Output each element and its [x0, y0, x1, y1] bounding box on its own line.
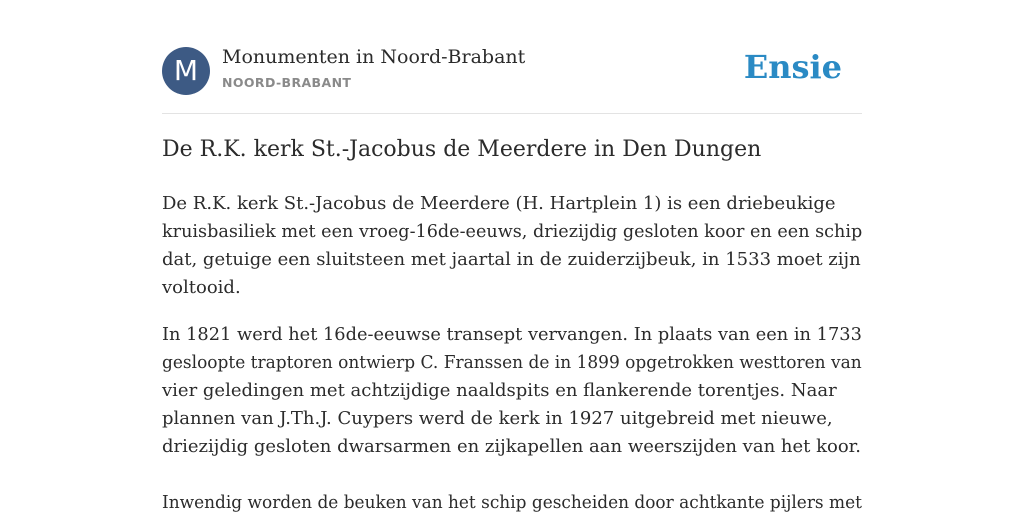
paragraph-line: kruisbasiliek met een vroeg-16de-eeuws, driezijdig gesloten koor en een schip — [162, 221, 863, 242]
source-header — [162, 0, 862, 114]
source-name-link[interactable]: Monumenten in Noord-Brabant — [222, 46, 526, 68]
article-paragraph-3 — [162, 489, 862, 512]
source-region-label: NOORD-BRABANT — [222, 75, 352, 90]
article-paragraph-2 — [162, 321, 862, 461]
paragraph-line: dat, getuige een sluitsteen met jaartal in de zuiderzijbeuk, in 1533 moet zijn — [162, 249, 861, 270]
paragraph-line: voltooid. — [162, 277, 241, 298]
source-avatar[interactable]: M — [162, 47, 210, 95]
paragraph-line: De R.K. kerk St.-Jacobus de Meerdere (H. Hartplein 1) is een driebeukige — [162, 193, 836, 214]
paragraph-line: gesloopte traptoren ontwierp C. Franssen de in 1899 opgetrokken westtoren van — [162, 352, 862, 373]
content-container — [162, 0, 863, 512]
paragraph-line: vier geledingen met achtzijdige naaldspits en flankerende torentjes. Naar — [162, 380, 837, 401]
ensie-logo-link[interactable]: Ensie — [743, 48, 842, 86]
article-title: De R.K. kerk St.-Jacobus de Meerdere in Den Dungen — [162, 137, 762, 162]
paragraph-line: driezijdig gesloten dwarsarmen en zijkapellen aan weerszijden van het koor. — [162, 436, 862, 457]
paragraph-line: In 1821 werd het 16de-eeuwse transept vervangen. In plaats van een in 1733 — [162, 324, 862, 345]
article-paragraph-1 — [162, 190, 862, 302]
paragraph-line: plannen van J.Th.J. Cuypers werd de kerk in 1927 uitgebreid met nieuwe, — [162, 408, 833, 429]
paragraph-line: Inwendig worden de beuken van het schip gescheiden door achtkante pijlers met — [162, 492, 862, 512]
